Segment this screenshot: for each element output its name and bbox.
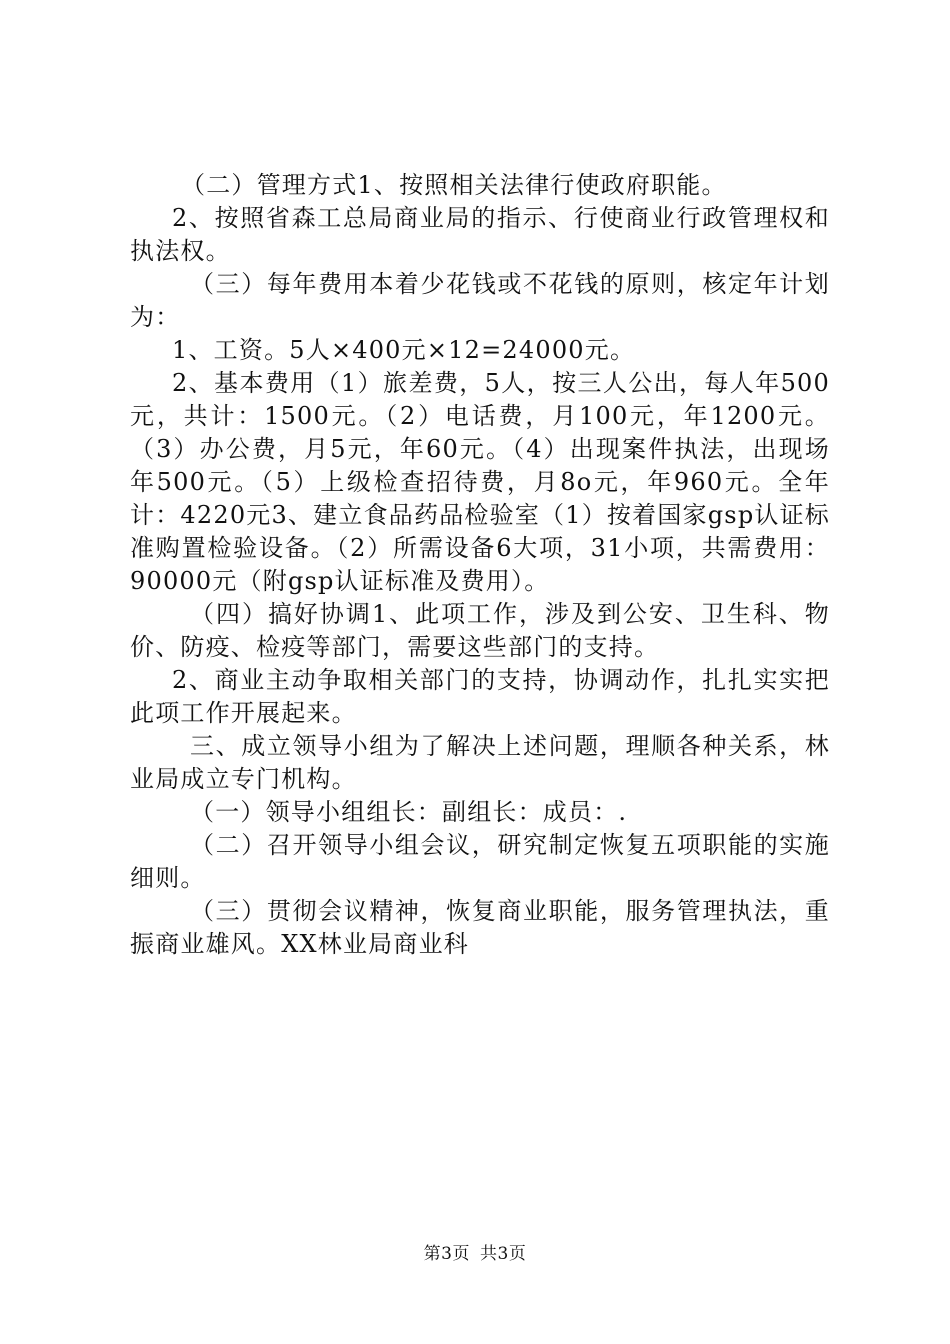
page-number-current: 第3页	[423, 1244, 470, 1264]
paragraph-leading-group: 三、成立领导小组为了解决上述问题，理顺各种关系，林业局成立专门机构。	[130, 732, 830, 793]
page-footer	[0, 1243, 950, 1265]
paragraph-department-support: 2、商业主动争取相关部门的支持，协调动作，扎扎实实把此项工作开展起来。	[130, 666, 830, 727]
paragraph-group-members: （一）领导小组组长：副组长：成员：.	[190, 798, 628, 826]
paragraph-coordination: （四）搞好协调1、此项工作，涉及到公安、卫生科、物价、防疫、检疫等部门，需要这些部门的支持。	[130, 600, 830, 661]
paragraph-implement-spirit: （三）贯彻会议精神，恢复商业职能，服务管理执法，重振商业雄风。XX林业局商业科	[130, 897, 830, 958]
paragraph-annual-expense-plan: （三）每年费用本着少花钱或不花钱的原则，核定年计划为：	[130, 270, 830, 331]
paragraph-group-meeting: （二）召开领导小组会议，研究制定恢复五项职能的实施细则。	[130, 831, 830, 892]
paragraph-salary: 1、工资。5人×400元×12=24000元。	[172, 336, 636, 364]
document-body	[130, 169, 830, 961]
paragraph-management-method: （二）管理方式1、按照相关法律行使政府职能。	[181, 171, 727, 199]
paragraph-basic-expenses: 2、基本费用（1）旅差费，5人，按三人公出，每人年500元，共计：1500元。（2）电话费，月100元，年1200元。（3）办公费，月5元，年60元。（4）出现案件执法，出现场年500元。（5）上级检查招待费，月8o元，年960元。全年计：4220元3、建立食品药品检验室（1）按着国家gsp认证标准购置检验设备。（2）所需设备6大项，31小项，共需费用：90000元（附gsp认证标准及费用）。	[130, 369, 830, 595]
paragraph-administrative-power: 2、按照省森工总局商业局的指示、行使商业行政管理权和执法权。	[130, 204, 830, 265]
page-number-total: 共3页	[480, 1244, 527, 1264]
